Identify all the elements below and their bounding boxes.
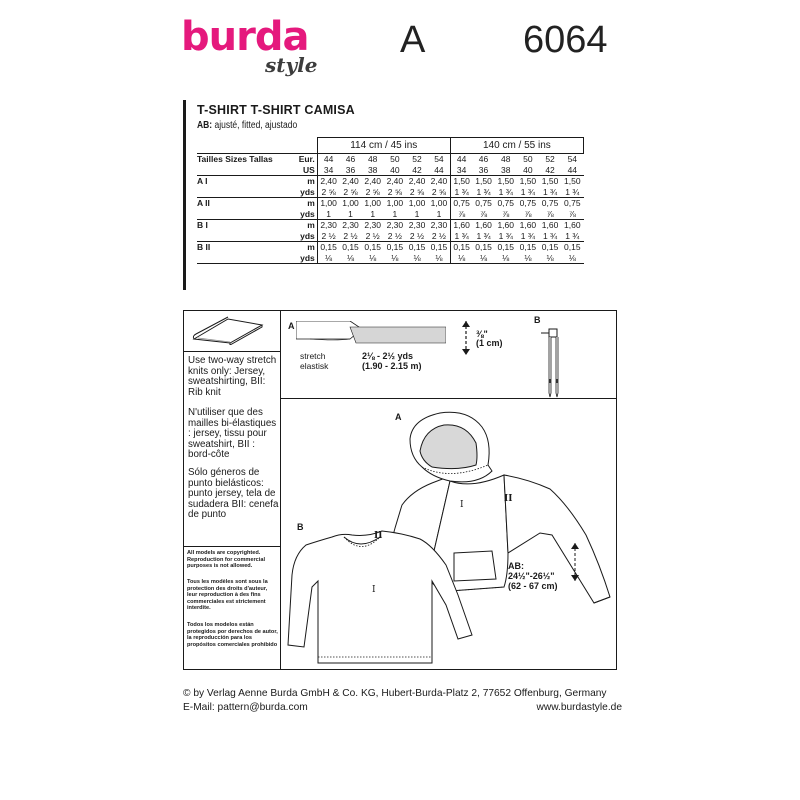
brand-name: burda (181, 14, 309, 60)
unit-label: yds (286, 209, 318, 220)
fabric-row-label: B I (197, 220, 208, 231)
unit-label: m (286, 220, 318, 231)
view-b-label: B (297, 522, 304, 532)
size-us: 36 (472, 165, 494, 176)
fabric-note-es: Sólo géneros de punto bielásticos: punto jersey, tela de sudadera BII: cenefa de punto (188, 467, 279, 520)
footer-email: E-Mail: pattern@burda.com (183, 702, 308, 713)
fabric-amount-yds: ⅛ (561, 253, 583, 264)
fabric-amount-m: 2,30 (430, 220, 448, 231)
view-a-label: A (395, 412, 402, 422)
size-us: 40 (384, 165, 406, 176)
fabric-amount-m: 0,75 (564, 198, 581, 209)
fabric-amount-yds: 2 ½ (362, 231, 384, 242)
empty-cell (197, 165, 286, 176)
size-eur: 54 (434, 154, 444, 165)
unit-label: yds (286, 231, 318, 242)
fabric-amount-m: 0,15 (497, 242, 514, 253)
fabric-note-fr: N'utiliser que des mailles bi-élastiques : jersey, tissu pour sweatshirt, BII : bord-côte (188, 407, 277, 460)
fabric-amount-m: 0,15 (408, 242, 426, 253)
piece-i-label-b: I (372, 585, 376, 595)
unit-label: yds (286, 187, 318, 198)
fabric-row-m (197, 220, 584, 231)
fabric-amount-m: 0,75 (450, 198, 472, 209)
size-us: 34 (317, 165, 339, 176)
fabric-amount-yds: ⅞ (450, 209, 472, 220)
empty-cell (197, 187, 286, 198)
size-us: 38 (495, 165, 517, 176)
length-cm: (62 - 67 cm) (508, 581, 558, 591)
fabric-amount-m: 0,15 (519, 242, 537, 253)
size-eur: 48 (367, 154, 378, 165)
fabric-amount-yds: ⅞ (517, 209, 539, 220)
notion-a-letter: A (288, 321, 295, 331)
fabric-amount-yds: 1 ¾ (561, 187, 583, 198)
fabric-amount-m: 2,40 (430, 176, 448, 187)
fabric-amount-yds: 2 ½ (428, 231, 450, 242)
size-eur-row (197, 154, 584, 165)
size-eur: 44 (450, 154, 472, 165)
fabric-amount-m: 1,00 (342, 198, 359, 209)
fabric-amount-yds: ⅛ (384, 253, 406, 264)
fabric-amount-m: 1,50 (475, 176, 492, 187)
fabric-amount-yds: 1 (317, 209, 339, 220)
fabric-amount-m: 1,50 (497, 176, 514, 187)
elastic-length-metric: (1.90 - 2.15 m) (362, 361, 422, 371)
fabric-amount-m: 2,40 (364, 176, 381, 187)
fabric-amount-m: 0,75 (519, 198, 537, 209)
unit-label: m (286, 198, 318, 209)
fabric-amount-yds: 1 ¾ (561, 231, 583, 242)
fabric-amount-yds: ⅞ (561, 209, 583, 220)
fabric-amount-m: 0,15 (564, 242, 581, 253)
fabric-amount-m: 1,60 (475, 220, 492, 231)
piece-i-label-a: I (460, 500, 464, 510)
fabric-amount-m: 0,15 (364, 242, 381, 253)
size-eur: 50 (523, 154, 533, 165)
size-eur: 48 (500, 154, 511, 165)
fabric-amount-yds: ⅛ (428, 253, 450, 264)
fabric-amount-yds: 2 ⅝ (384, 187, 406, 198)
fabric-amount-m: 2,40 (408, 176, 426, 187)
fabric-amount-yds: ⅛ (406, 253, 428, 264)
piece-ii-label-b: II (374, 531, 383, 541)
fabric-note-en: Use two-way stretch knits only: Jersey, sweatshirting, BII: Rib knit (188, 355, 277, 398)
sizes-label: Tailles Sizes Tallas (197, 154, 273, 165)
fabric-amount-m: 1,60 (519, 220, 537, 231)
fabric-amount-yds: 2 ½ (406, 231, 428, 242)
unit-label: m (286, 176, 318, 187)
fabric-amount-m: 1,60 (450, 220, 472, 231)
fabric-amount-m: 1,50 (564, 176, 581, 187)
fabric-amount-m: 0,15 (320, 242, 337, 253)
elastic-width-metric: (1 cm) (476, 338, 503, 348)
elastic-label: stretch elastisk (300, 351, 329, 371)
size-us: 40 (517, 165, 539, 176)
garment-fit: AB: ajusté, fitted, ajustado (197, 120, 298, 131)
twin-needle-icon (539, 319, 569, 399)
fabric-amount-yds: 1 ¾ (495, 231, 517, 242)
fabric-amount-yds: ⅞ (495, 209, 517, 220)
burda-style-logo (181, 14, 321, 77)
divider (184, 546, 281, 547)
empty-cell (197, 138, 286, 154)
fabric-amount-yds: 1 ¾ (517, 231, 539, 242)
divider (184, 351, 281, 352)
size-eur: 46 (345, 154, 356, 165)
length-inches: 24½"-26½" (508, 571, 555, 581)
fabric-amount-yds: ⅞ (472, 209, 494, 220)
empty-cell (286, 138, 318, 154)
fabric-amount-yds: 1 (384, 209, 406, 220)
garment-illustration (282, 405, 617, 669)
unit-label: Eur. (286, 154, 318, 165)
fabric-amount-yds: ⅛ (317, 253, 339, 264)
size-eur: 52 (545, 154, 555, 165)
fabric-amount-yds: 1 ¾ (450, 187, 472, 198)
empty-cell (197, 209, 286, 220)
fabric-row-yds (197, 231, 584, 242)
fabric-width-header: 140 cm / 55 ins (450, 138, 583, 154)
fabric-amount-yds: ⅛ (450, 253, 472, 264)
fabric-amount-yds: 1 ¾ (472, 187, 494, 198)
fabric-amount-m: 2,30 (386, 220, 404, 231)
pattern-number: 6064 (523, 19, 608, 61)
fabric-row-yds (197, 187, 584, 198)
fabric-row-yds (197, 209, 584, 220)
fabric-amount-m: 1,60 (541, 220, 559, 231)
elastic-length: 2⅛ - 2½ yds (362, 351, 414, 361)
fabric-amount-yds: 2 ½ (339, 231, 361, 242)
copyright-note-fr: Tous les modèles sont sous la protection des droits d'auteur, leur reproduction à des fins commerciales est strictement interdite. (187, 579, 268, 612)
fabric-amount-m: 2,40 (386, 176, 404, 187)
size-us: 34 (450, 165, 472, 176)
length-label: AB: (508, 561, 524, 571)
fabric-notes-column (184, 311, 281, 669)
footer-copyright: © by Verlag Aenne Burda GmbH & Co. KG, Hubert-Burda-Platz 2, 77652 Offenburg, Germany (183, 688, 607, 699)
fabric-amount-m: 2,30 (342, 220, 359, 231)
fabric-amount-m: 2,30 (408, 220, 426, 231)
fabric-amount-m: 2,30 (320, 220, 337, 231)
piece-ii-label-a: II (504, 494, 513, 504)
fabric-amount-yds: 1 ¾ (472, 231, 494, 242)
fabric-amount-yds: 2 ⅝ (362, 187, 384, 198)
copyright-note-en: All models are copyrighted. Reproduction for commercial purposes is not allowed. (187, 550, 266, 570)
size-eur: 52 (412, 154, 422, 165)
fabric-amount-m: 0,15 (450, 242, 472, 253)
fabric-amount-m: 1,00 (364, 198, 381, 209)
fabric-amount-m: 1,50 (450, 176, 472, 187)
fabric-row-m (197, 242, 584, 253)
fabric-amount-m: 1,50 (519, 176, 537, 187)
size-us: 38 (362, 165, 384, 176)
fabric-amount-yds: ⅛ (339, 253, 361, 264)
fabric-amount-yds: 2 ½ (317, 231, 339, 242)
fabric-amount-yds: 1 (339, 209, 361, 220)
fabric-amount-m: 0,15 (386, 242, 404, 253)
fabric-amount-m: 1,50 (541, 176, 559, 187)
fabric-amount-yds: 1 ¾ (495, 187, 517, 198)
fabric-amount-m: 0,15 (475, 242, 492, 253)
fabric-row-label: A II (197, 198, 210, 209)
footer-website: www.burdastyle.de (536, 702, 622, 713)
fabric-amount-m: 2,40 (342, 176, 359, 187)
copyright-note-es: Todos los modelos están protegidos por derechos de autor, la reproducción para los propósitos comerciales prohibido (187, 622, 278, 648)
size-eur: 50 (390, 154, 400, 165)
fabric-amount-m: 0,15 (541, 242, 559, 253)
size-us: 36 (339, 165, 361, 176)
fabric-amount-yds: 2 ⅝ (317, 187, 339, 198)
size-eur: 46 (478, 154, 489, 165)
fabric-amount-m: 1,00 (386, 198, 404, 209)
fabric-fold-icon (188, 315, 264, 345)
fabric-requirements-table (197, 137, 584, 264)
unit-label: yds (286, 253, 318, 264)
fabric-amount-yds: 2 ⅝ (406, 187, 428, 198)
fabric-amount-m: 2,30 (364, 220, 381, 231)
fabric-amount-m: 1,60 (497, 220, 514, 231)
empty-cell (197, 231, 286, 242)
elastic-width-arrow-icon (460, 319, 472, 357)
garment-title: T-SHIRT T-SHIRT CAMISA (197, 103, 355, 117)
fabric-amount-yds: ⅞ (539, 209, 561, 220)
fabric-amount-yds: 1 ¾ (539, 187, 561, 198)
fabric-amount-yds: 1 ¾ (539, 231, 561, 242)
fabric-amount-yds: 2 ½ (384, 231, 406, 242)
size-us: 42 (539, 165, 561, 176)
fabric-amount-m: 0,75 (497, 198, 514, 209)
elastic-width: ⅜" (476, 329, 488, 339)
fabric-amount-m: 0,15 (430, 242, 448, 253)
fabric-amount-yds: 1 ¾ (517, 187, 539, 198)
fabric-amount-m: 1,00 (320, 198, 337, 209)
fabric-amount-m: 1,00 (408, 198, 426, 209)
fabric-row-m (197, 176, 584, 187)
fabric-amount-m: 0,15 (342, 242, 359, 253)
brand-sub: style (265, 53, 318, 77)
width-header-row (197, 138, 584, 154)
unit-label: m (286, 242, 318, 253)
fabric-row-yds (197, 253, 584, 264)
unit-label: US (286, 165, 318, 176)
fabric-amount-m: 2,40 (320, 176, 337, 187)
fabric-row-m (197, 198, 584, 209)
notion-b-letter: B (534, 315, 541, 325)
empty-cell (197, 253, 286, 264)
size-us: 44 (428, 165, 450, 176)
fabric-amount-yds: 1 (428, 209, 450, 220)
size-us: 44 (561, 165, 583, 176)
fabric-amount-yds: ⅛ (517, 253, 539, 264)
fabric-amount-yds: ⅛ (539, 253, 561, 264)
fabric-amount-m: 0,75 (475, 198, 492, 209)
size-eur: 44 (323, 154, 334, 165)
fabric-amount-yds: 2 ⅝ (428, 187, 450, 198)
fabric-width-header: 114 cm / 45 ins (317, 138, 450, 154)
fabric-amount-yds: 2 ⅝ (339, 187, 361, 198)
fabric-row-label: A I (197, 176, 208, 187)
fabric-amount-m: 1,00 (430, 198, 448, 209)
section-bar (183, 100, 186, 290)
fabric-amount-m: 1,60 (564, 220, 581, 231)
fabric-amount-yds: ⅛ (495, 253, 517, 264)
view-letter: A (400, 19, 426, 61)
size-us-row (197, 165, 584, 176)
fabric-amount-yds: 1 (362, 209, 384, 220)
fabric-row-label: B II (197, 242, 211, 253)
fabric-amount-m: 0,75 (541, 198, 559, 209)
fabric-amount-yds: ⅛ (472, 253, 494, 264)
size-eur: 54 (567, 154, 578, 165)
fabric-amount-yds: 1 ¾ (450, 231, 472, 242)
notions-illustration-box (183, 310, 617, 670)
fabric-amount-yds: 1 (406, 209, 428, 220)
fabric-amount-yds: ⅛ (362, 253, 384, 264)
size-us: 42 (406, 165, 428, 176)
